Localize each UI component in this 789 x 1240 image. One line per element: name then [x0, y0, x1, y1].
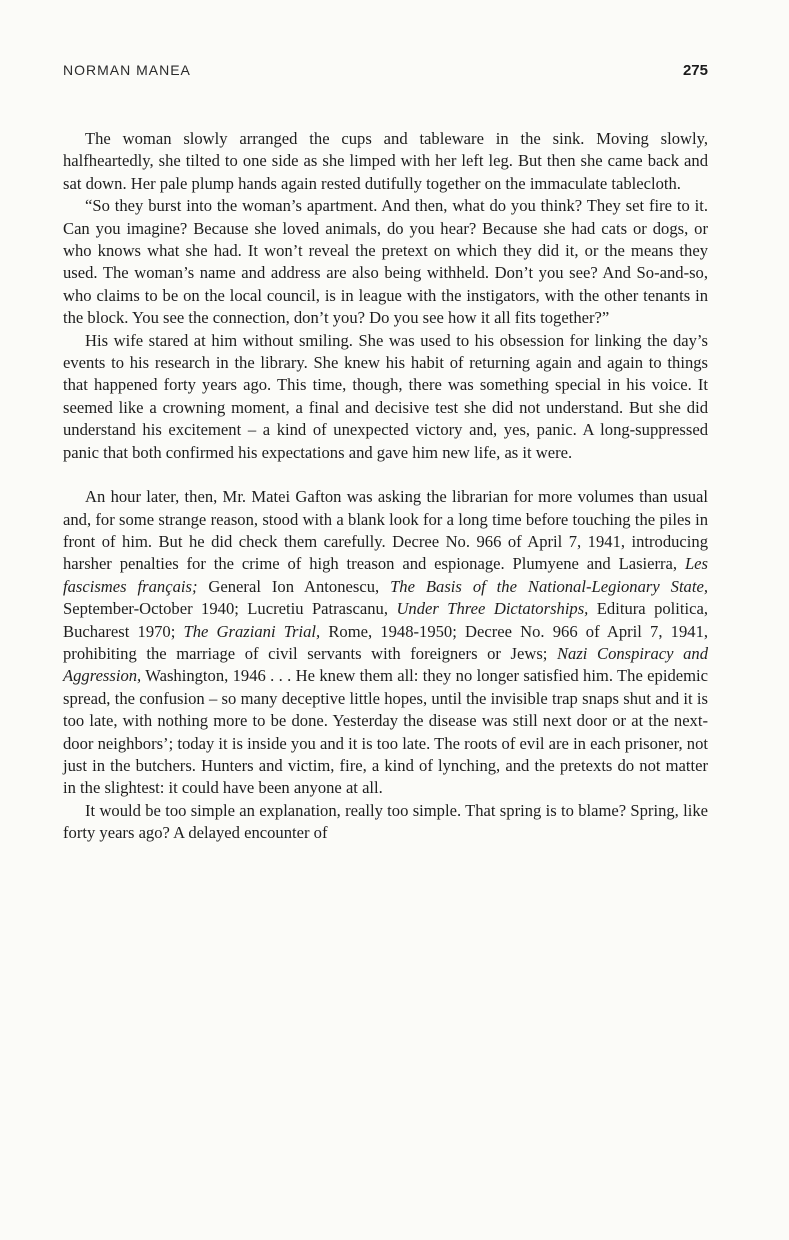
body-text [63, 128, 708, 845]
paragraph-2: “So they burst into the woman’s apartment. And then, what do you think? They set fire to it. Can you imagine? Because she loved animals, do you hear? Because she had cats or dogs, or who knows what she had. It won’t reveal the pretext on which they did it, or the means they used. The woman’s name and address are also being withheld. Don’t you see? And So-and-so, who claims to be on the local council, is in league with the instigators, with the other tenants in the block. You see the connection, don’t you? Do you see how it all fits together?” [63, 196, 708, 328]
p4-text-g: Editura politica, Bucharest 1970; [63, 599, 708, 641]
running-head [63, 62, 708, 79]
paragraph-1: The woman slowly arranged the cups and tableware in the sink. Moving slowly, halfheartedly, she tilted to one side as she limped with her left leg. But then she came back and sat down. Her pale plump hands again rested dutifully together on the immaculate tablecloth. [63, 129, 708, 193]
p4-title-graziani: The Graziani Trial, [183, 621, 321, 641]
paragraph-4 [63, 486, 708, 800]
p4-text-i: Rome, 1948-1950; Decree No. 966 of April 7, 1941, prohibiting the marriage of civil servants with foreigners or Jews; [63, 621, 709, 663]
section-break [63, 464, 708, 486]
paragraph-3: His wife stared at him without smiling. She was used to his obsession for linking the day’s events to his research in the library. She knew his habit of returning again and again to things that happened forty years ago. This time, though, there was something special in his voice. It seemed like a crowning moment, a final and decisive test she did not understand. But she did understand his excitement – a kind of unexpected victory and, yes, panic. A long-suppressed panic that both confirmed his expectations and gave him new life, as it were. [63, 330, 708, 462]
p4-text-k: Washington, 1946 . . . He knew them all: they no longer satisfied him. The epidemic spread, the confusion – so many deceptive little hopes, until the invisible trap snaps shut and it is too late, with nothing more to be done. Yesterday the disease was still next door or at the next-door neighbors’; today it is inside you and it is too late. The roots of evil are in each prisoner, not just in the butchers. Hunters and victim, fire, a kind of lynching, and the pretexts do not matter in the slightest: it could have been anyone at all. [63, 666, 708, 798]
p4-title-dictatorships: Under Three Dictatorships, [396, 599, 589, 619]
p4-text-c: General Ion Antonescu, [197, 576, 391, 596]
p4-title-nazi-conspiracy: Nazi Conspiracy and Aggression, [63, 643, 708, 686]
page-number: 275 [682, 62, 708, 79]
p4-title-fascismes: Les fascismes français; [63, 554, 708, 596]
p4-text-e: September-October 1940; Lucretiu Patrascanu, [63, 599, 397, 619]
p4-text-a: An hour later, then, Mr. Matei Gafton was asking the librarian for more volumes than usual and, for some strange reason, stood with a blank look for a long time before touching the piles in front of him. But he did check them carefully. Decree No. 966 of April 7, 1941, introducing harsher penalties for the crime of high treason and espionage. Plumyene and Lasierra, [63, 487, 708, 574]
paragraph-5: It would be too simple an explanation, really too simple. That spring is to blame? Spring, like forty years ago? A delayed encounter of [63, 800, 708, 843]
running-head-author: NORMAN MANEA [63, 62, 191, 78]
p4-title-basis: The Basis of the National-Legionary State, [390, 576, 708, 596]
